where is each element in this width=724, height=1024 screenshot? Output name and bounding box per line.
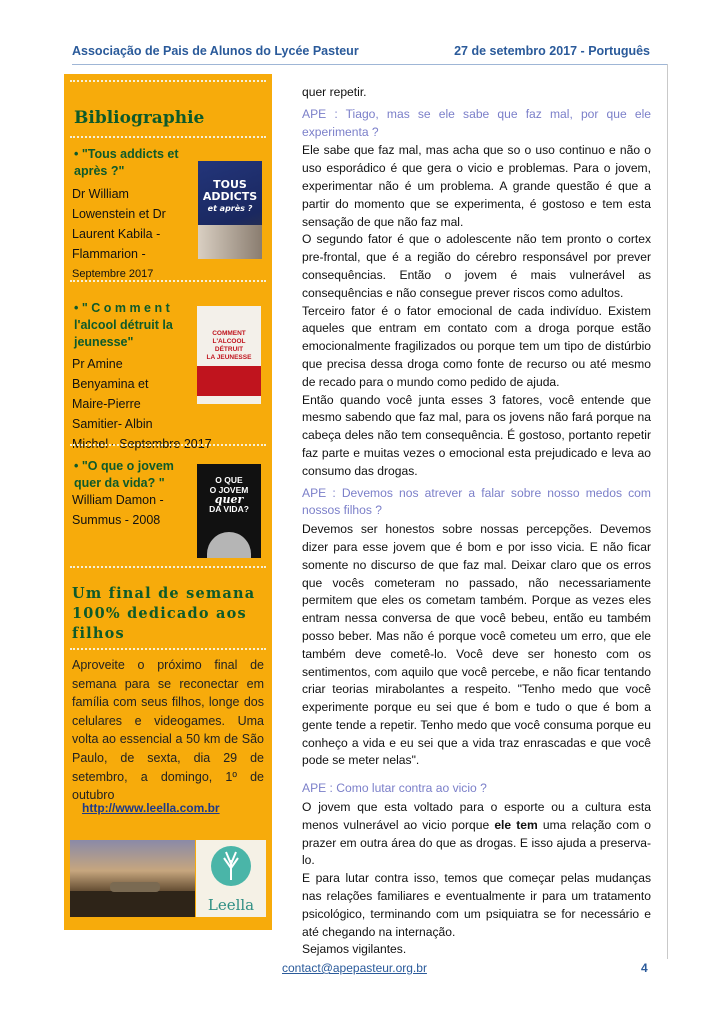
leella-logo-text: Leella [207,896,255,914]
book-meta-line: Summus - 2008 [72,513,161,527]
article-paragraph: O segundo fator é que o adolescente não tem pronto o cortex pre-frontal, que é a região do cérebro responsável por prever consequências. Então o jovem é mais vulnerável as consequências e não consegue prever riscos como adultos. [302,232,651,300]
article-paragraph: Devemos ser honestos sobre nossas percepções. Devemos dizer para esse jovem que é bom e por isso vicia. E não ficar somente no discurso de que faz mal. Deixar claro que os erros que vocês cometeram no passado, não necessariamente permitem que eles os cometam também. Porque as vezes eles entram nessa conversa de que você bebeu, então eu também posso beber. Mas não é porque você cometeu um erro, que ele também deve cometê-lo. Você deve ser honesto com os sentimentos, com aquilo que você percebe, e não ficar tentando criar teorias mirabolantes a respeito. "Tenho medo que você experimente porque eu sei que é bom e tudo o que é bom a gente tende a repetir. Tenho medo que você consuma porque eu conheço a vida e eu sei que a vida traz enrascadas e que você pode se meter nelas". [302,522,651,768]
book-cover-comment-alcool [197,306,261,404]
cover-line: TOUS [213,178,247,191]
book-meta-line: Maire-Pierre [72,397,141,411]
dotted-divider [70,80,266,82]
book-cover-o-que-o-jovem [197,464,261,558]
leella-logo-icon [196,840,266,892]
bibliography-title: Bibliographie [74,108,205,128]
book-meta-line: Dr William [72,187,129,201]
dotted-divider [70,444,266,446]
cover-line: O QUE [215,475,243,485]
cover-line: LA JEUNESSE [206,354,252,361]
cover-title [199,330,259,362]
book-meta-line: Lowenstein et Dr [72,207,166,221]
article-paragraph: quer repetir. [302,85,367,99]
interview-question: APE : Devemos nos atrever a falar sobre nosso medos com nossos filhos ? [302,485,651,518]
article-paragraph: Então quando você junta esses 3 fatores, você entende que mesmo sabendo que faz mal, para os jovens não fará porque na cabeça deles não tem consequência. É gostoso, portanto repetir faz parte e muitas vezes o emocional esta prejudicado e leva ao consumo das drogas. [302,392,651,478]
book-title: • " C o m m e n t l'alcool détruit la jeunesse" [74,301,173,349]
photo-ground [70,891,195,917]
text-run: uma relação com o prazer em outra área do que as drogas. E isso ajuda a preserva-lo. [302,817,651,868]
article-paragraph: E para lutar contra isso, temos que começar pelas mudanças nas relações familiares e eventualmente ir para um tratamento psicológico, terminando com um psiquiatra se for necessário e até chegando na internação. [302,871,651,939]
cover-line: quer [214,493,244,506]
book-meta-line: Michel - Septembre 2017 [72,437,212,451]
footer-email-link[interactable]: contact@apepasteur.org.br [282,961,427,975]
interview-question: APE : Tiago, mas se ele sabe que faz mal, por que ele experimenta ? [302,106,651,139]
cover-photo [198,225,262,259]
dotted-divider [70,136,266,138]
dotted-divider [70,566,266,568]
article-paragraph: Ele sabe que faz mal, mas acha que so o uso continuo e não o uso esporádico é que gera o vicio e problemas. Para o jovem, experimentar não é um problema. A grande questão é que a partir do momento que se experimenta, é gostoso e tem esta sensação de que não faz mal. [302,143,651,229]
book-title: • "Tous addicts et après ?" [74,147,179,178]
interview-question: APE : Como lutar contra ao vicio ? [302,781,487,796]
cover-line: COMMENT [212,330,246,337]
book-meta-line: Pr Amine [72,357,123,371]
cover-band [197,366,261,396]
cover-line: L'ALCOOL DÉTRUIT [212,338,246,353]
page-number: 4 [641,961,648,975]
cover-title [202,179,258,215]
book-meta-line: Laurent Kabila - [72,227,161,241]
article-paragraph: Terceiro fator é o fator emocional de cada indivíduo. Existem aqueles que entram em contato com a droga porque estão emocionalmente fragilizados ou porque tem um tipo de distúrbio que precisa dessa droga como fonte de recurso ou até mesmo de recado para o mundo como pedido de ajuda. [302,303,651,389]
book-meta [72,490,196,530]
header-rule [72,64,668,65]
dotted-divider [70,280,266,282]
main-article [302,84,651,959]
book-title: • "O que o jovem quer da vida? " [74,459,174,490]
promo-title: Um final de semana 100% dedicado aos filhos [72,585,256,642]
header-organization: Associação de Pais de Alunos do Lycée Pasteur [72,44,359,58]
sidebar [64,74,272,930]
article-paragraph: Sejamos vigilantes. [302,942,407,957]
cover-title [199,476,259,514]
article-paragraph [302,799,651,870]
cover-line: DA VIDA? [209,503,249,514]
promo-photo [70,840,195,917]
dotted-divider [70,648,266,650]
book-meta-line: Septembre 2017 [72,268,154,280]
book-meta-line: Samitier- Albin [72,417,153,431]
cover-line: et après ? [207,204,253,213]
cover-photo [207,532,251,558]
book-meta-line: William Damon - [72,493,164,507]
bold-text-run: ele tem [494,817,538,832]
page-right-rule [667,64,668,959]
book-cover-tous-addicts [198,161,262,259]
text-run: O jovem que esta voltado para o esporte ou a cultura esta menos vulnerável ao vicio porque [302,800,651,832]
cover-line: ADDICTS [202,190,258,203]
book-meta [72,184,196,284]
promo-text: Aproveite o próximo final de semana para se reconectar em família com seus filhos, longe dos celulares e videogames. Uma volta ao essencial a 50 km de São Paulo, de sexta, dia 29 de setembro, a domingo, 1º de outubro [72,658,264,803]
cover-line: O JOVEM [209,484,249,495]
leella-logo [196,840,266,917]
book-meta-line: Flammarion - [72,247,146,261]
header-date: 27 de setembro 2017 - Português [454,44,650,58]
promo-link[interactable]: http://www.leella.com.br [82,801,220,815]
book-meta-line: Benyamina et [72,377,149,391]
photo-figures [110,882,160,892]
